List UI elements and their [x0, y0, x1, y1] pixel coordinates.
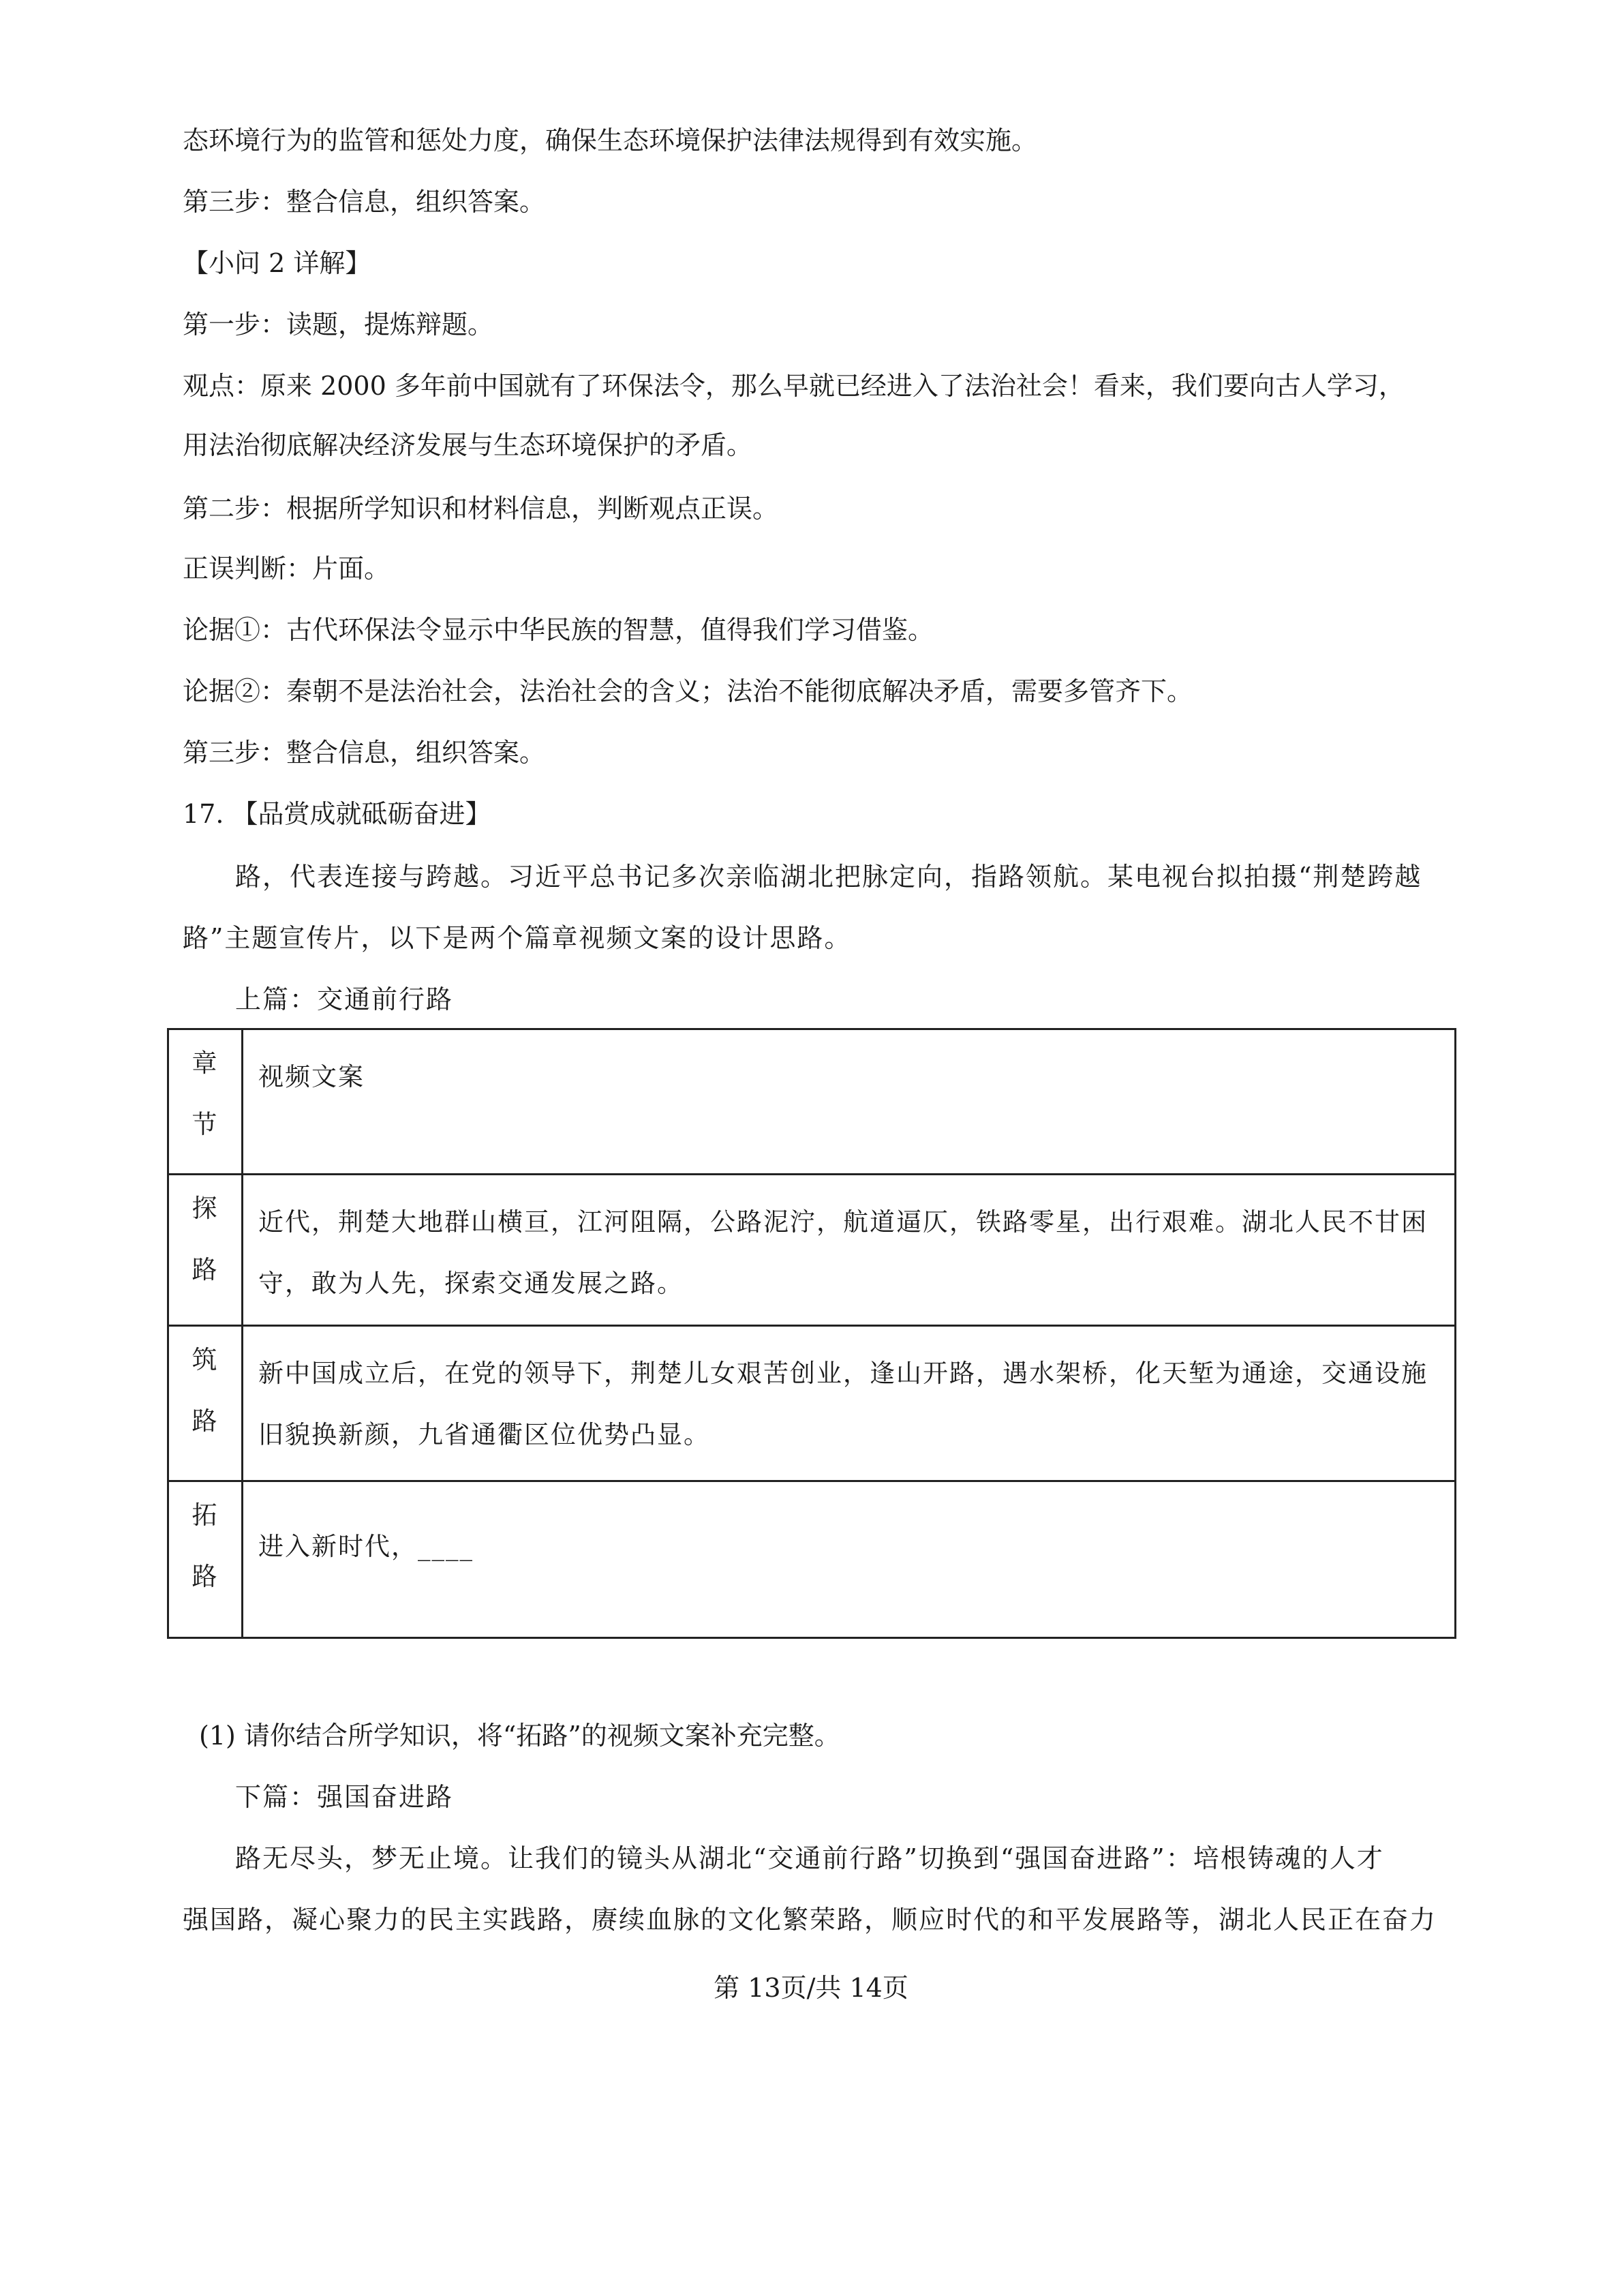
judgement-text: 正误判断：片面。 [183, 554, 391, 584]
chapter-cell [168, 1175, 243, 1326]
content-cell [243, 1175, 1456, 1326]
content-line-1: 进入新时代，____ [258, 1532, 474, 1561]
content-line-1: 近代，荆楚大地群山横亘，江河阻隔，公路泥泞，航道逼仄，铁路零星，出行艰难。湖北人民不甘困 [258, 1207, 1428, 1237]
chapter-cell [168, 1326, 243, 1481]
chapter-header-char-2: 节 [192, 1110, 219, 1139]
chapter-header-char-1: 章 [192, 1048, 219, 1078]
step2-text: 第二步：根据所学知识和材料信息，判断观点正误。 [183, 494, 779, 524]
chapter-char-2: 路 [192, 1406, 219, 1436]
part2-title: 下篇：强国奋进路 [235, 1782, 454, 1812]
content-line-1: 新中国成立后，在党的领导下，荆楚儿女艰苦创业，逢山开路，遇水架桥，化天堑为通途，交通设施 [258, 1359, 1428, 1388]
argument-1-text: 论据①：古代环保法令显示中华民族的智慧，值得我们学习借鉴。 [183, 615, 934, 645]
viewpoint-line-1: 观点：原来 2000 多年前中国就有了环保法令，那么早就已经进入了法治社会！看来，我们要向古人学习， [183, 371, 1405, 401]
step1-text: 第一步：读题，提炼辩题。 [183, 309, 494, 339]
question-17-title: 17. 【品赏成就砥砺奋进】 [183, 799, 491, 829]
content-line-2: 旧貌换新颜，九省通衢区位优势凸显。 [258, 1420, 710, 1449]
chapter-char-1: 拓 [192, 1500, 219, 1530]
content-cell [243, 1481, 1456, 1638]
step3-text: 第三步：整合信息，组织答案。 [183, 738, 546, 768]
content-header-text: 视频文案 [258, 1062, 365, 1091]
part1-title: 上篇：交通前行路 [235, 984, 454, 1014]
page-number: 第 13页/共 14页 [714, 1973, 908, 2003]
text-line: 态环境行为的监管和惩处力度，确保生态环境保护法律法规得到有效实施。 [183, 125, 1038, 155]
chapter-char-1: 探 [192, 1194, 219, 1223]
table-row [168, 1481, 1456, 1638]
chapter-char-2: 路 [192, 1255, 219, 1284]
chapter-cell [168, 1481, 243, 1638]
table-row [168, 1326, 1456, 1481]
step3-text: 第三步：整合信息，组织答案。 [183, 187, 546, 217]
chapter-char-2: 路 [192, 1562, 219, 1591]
video-script-table [167, 1028, 1456, 1639]
intro-line-1: 路，代表连接与跨越。习近平总书记多次亲临湖北把脉定向，指路领航。某电视台拟拍摄“荆楚跨越 [235, 862, 1422, 892]
table-row [168, 1175, 1456, 1326]
part2-line-2: 强国路，凝心聚力的民主实践路，赓续血脉的文化繁荣路，顺应时代的和平发展路等，湖北人民正在奋力 [183, 1905, 1437, 1935]
subquestion-2-title: 【小问 2 详解】 [183, 248, 371, 278]
chapter-char-1: 筑 [192, 1345, 219, 1374]
argument-2-text: 论据②：秦朝不是法治社会，法治社会的含义；法治不能彻底解决矛盾，需要多管齐下。 [183, 676, 1193, 706]
content-header-cell [243, 1029, 1456, 1175]
viewpoint-line-2: 用法治彻底解决经济发展与生态环境保护的矛盾。 [183, 430, 753, 460]
chapter-header-cell [168, 1029, 243, 1175]
part2-line-1: 路无尽头，梦无止境。让我们的镜头从湖北“交通前行路”切换到“强国奋进路”：培根铸魂的人才 [235, 1843, 1384, 1873]
content-cell [243, 1326, 1456, 1481]
intro-line-2: 路”主题宣传片，以下是两个篇章视频文案的设计思路。 [183, 923, 852, 953]
content-line-2: 守，敢为人先，探索交通发展之路。 [258, 1269, 684, 1298]
table-header-row [168, 1029, 1456, 1175]
subquestion-1-text: (1) 请你结合所学知识，将“拓路”的视频文案补充完整。 [199, 1721, 840, 1751]
